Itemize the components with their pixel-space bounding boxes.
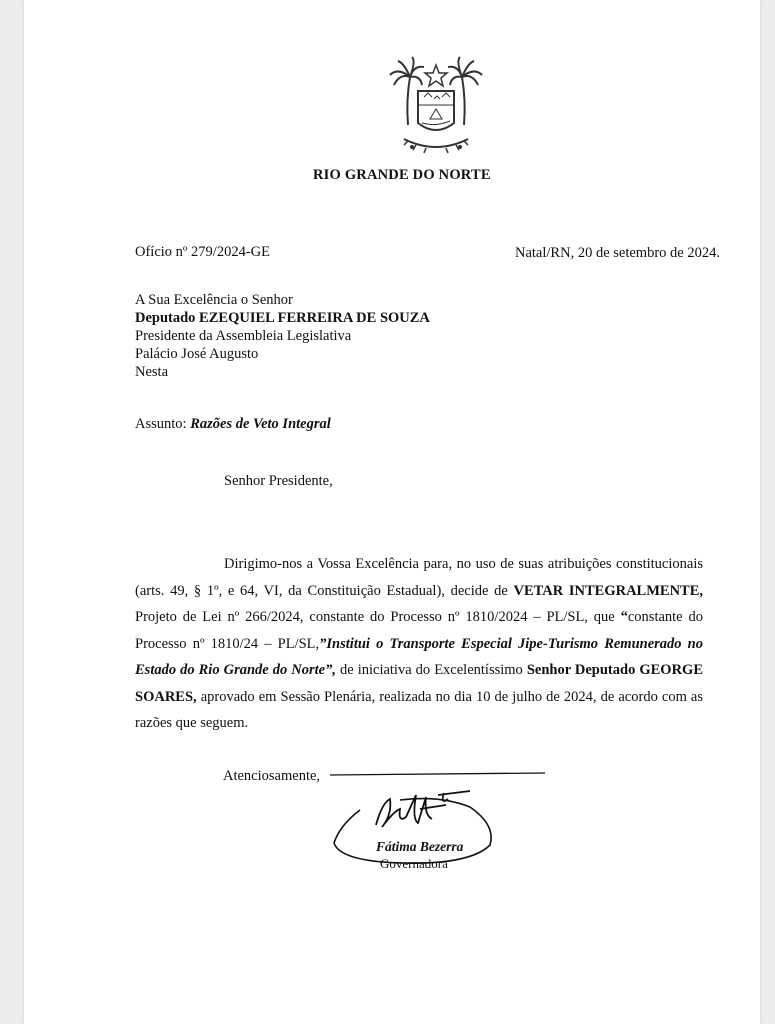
document-page [24, 0, 760, 1024]
recipient-nesta: Nesta [135, 364, 169, 380]
recipient-title: Presidente da Assembleia Legislativa [135, 328, 352, 344]
letter-body [135, 551, 703, 737]
state-coat-of-arms-icon [386, 55, 486, 160]
signature-role: Governadora [380, 856, 448, 871]
subject-value: Razões de Veto Integral [190, 416, 331, 432]
recipient-block [135, 291, 430, 381]
state-title: RIO GRANDE DO NORTE [313, 167, 491, 183]
salutation: Senhor Presidente, [224, 473, 333, 489]
body-bill-title: ”Institui o Transporte Especial Jipe-Turismo Remunerado no Estado do Rio Grande do Norte”, [135, 635, 703, 678]
signature-name: Fátima Bezerra [376, 839, 464, 854]
body-text: Projeto de Lei nº 266/2024, constante do Processo nº 1810/2024 – PL/SL, que [135, 609, 621, 625]
body-bold-author: Senhor Deputado GEORGE SOARES, [135, 662, 703, 705]
recipient-place: Palácio José Augusto [135, 346, 259, 362]
recipient-name: Deputado EZEQUIEL FERREIRA DE SOUZA [135, 310, 430, 326]
place-date: Natal/RN, 20 de setembro de 2024. [515, 245, 720, 261]
body-text: aprovado em Sessão Plenária, realizada no dia 10 de julho de 2024, de acordo com as razões que seguem. [135, 688, 703, 731]
body-text: de iniciativa do Excelentíssimo [335, 662, 527, 678]
body-text: constante do Processo nº 1810/24 – PL/SL, [135, 609, 703, 652]
subject-label: Assunto: [135, 416, 187, 432]
body-bold-veto: VETAR INTEGRALMENTE, [513, 582, 704, 599]
subject [135, 415, 331, 433]
body-open-quote: “ [620, 609, 628, 625]
recipient-line: A Sua Excelência o Senhor [135, 292, 293, 308]
oficio-number: Ofício nº 279/2024-GE [135, 244, 270, 260]
body-paragraph [135, 551, 703, 737]
body-text: Dirigimo-nos a Vossa Excelência para, no uso de suas atribuições constitucionais (arts. 49, § 1º, e 64, VI, da Constituição Estadual), decide de [135, 556, 703, 599]
closing: Atenciosamente, [223, 768, 321, 784]
